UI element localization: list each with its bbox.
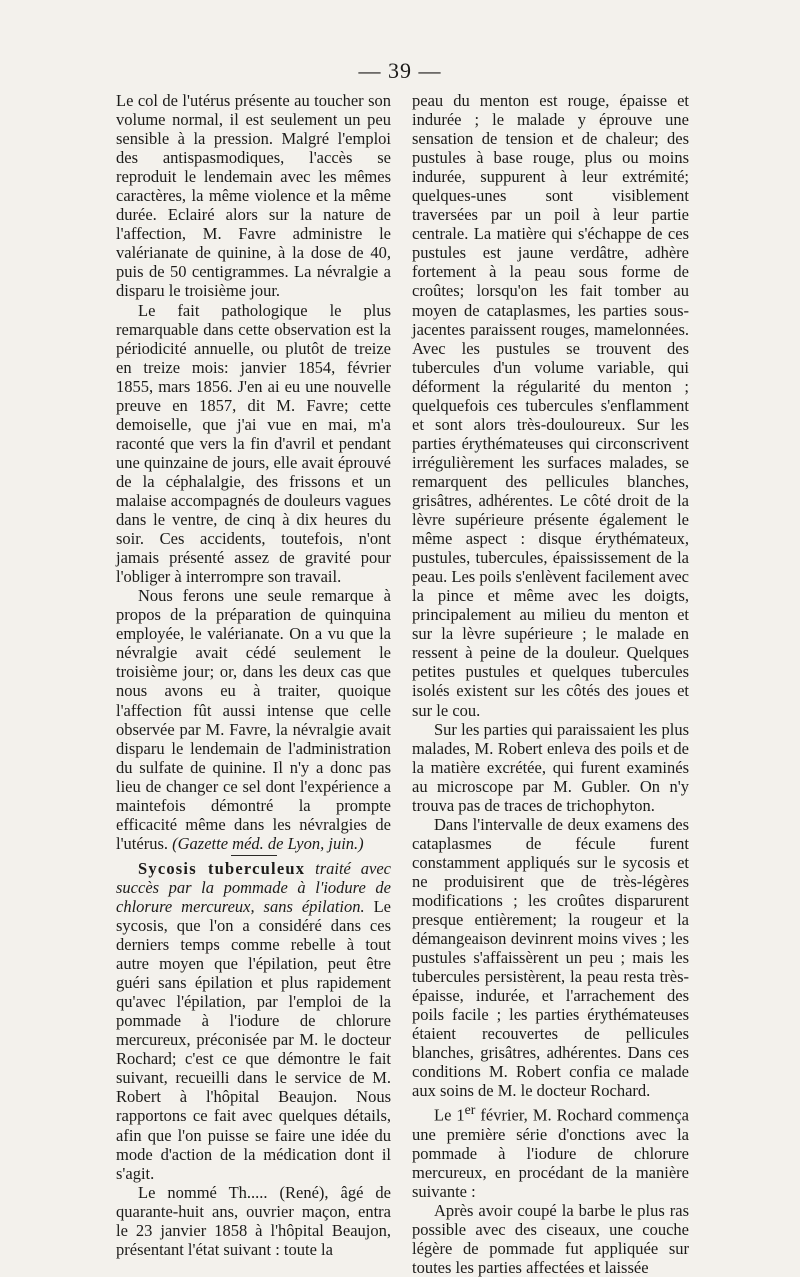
page-number: — 39 — [358, 58, 442, 83]
right-column [412, 91, 689, 1277]
paragraph: Dans l'intervalle de deux examens des cataplasmes de fécule furent constamment appliqués sur le sycosis et ne produisirent que de très-légères modifications ; les croûtes disparurent presque entièrement; la rougeur et la démangeaison devinrent moins vives ; les pustules s'affaissèrent un peu ; mais les tubercules persistèrent, la peau resta très-épaisse, indurée, et l'arrachement des poils facile ; les parties érythémateuses étaient recouvertes de pellicules blanches, grisâtres, adhérentes. Dans ces conditions M. Robert confia ce malade aux soins de M. le docteur Rochard. [412, 814, 689, 1101]
paragraph: peau du menton est rouge, épaisse et indurée ; le malade y éprouve une sensation de tension et de chaleur; des pustules à base rouge, plus ou moins indurée, suppurent à leur extrémité; quelques-unes sont visiblement traversées par un poil à leur partie centrale. La matière qui s'échappe de ces pustules est jaune verdâtre, adhère fortement à la peau sous forme de croûtes; lorsqu'on les fait tomber au moyen de cataplasmes, les parties sous-jacentes paraissent rouges, mamelonnées. Avec les pustules se trouvent des tubercules d'un volume variable, qui déforment la régularité du menton ; quelquefois ces tubercules s'enflamment et sont alors très-douloureux. Sur les parties érythémateuses qui circonscrivent irrégulièrement les surfaces malades, se remarquent des pellicules blanches, grisâtres, adhérentes. Le côté droit de la lèvre supérieure présente également le même aspect : disque érythémateux, pustules, tubercules, épaississement de la peau. Les poils s'enlèvent facilement avec la pince et même avec les doigts, principalement au milieu du menton et sur la lèvre supérieure ; le malade en ressent à peine de la douleur. Quelques petites pustules et quelques tubercules isolés existent sur les côtés des joues et sur le cou. [412, 91, 689, 720]
paragraph [412, 1100, 689, 1201]
section-divider [231, 855, 277, 856]
section-subtitle: traité avec succès par la pommade à l'iodure de chlorure mercureux, sans épilation. [116, 858, 391, 916]
paragraph-text: Le sycosis, que l'on a considéré dans ces derniers temps comme rebelle à tout autre moyen que l'épilation, peut être guéri sans épilation et plus rapidement qu'avec l'épilation, par l'emploi de la pommade à l'iodure de chlorure mercureux, préconisée par M. le docteur Rochard; c'est ce que démontre le fait suivant, recueilli dans le service de M. Robert à l'hôpital Beaujon. Nous rapportons ce fait avec quelques détails, afin que l'on puisse se faire une idée du mode d'action de la médication dont il s'agit. [116, 896, 391, 1183]
ordinal-suffix: er [464, 1102, 476, 1118]
paragraph-text: Nous ferons une seule remarque à propos de la préparation de quinquina employée, le valérianate. On a vu que la névralgie avait cédé seulement le troisième jour; or, dans les deux cas que nous avons eu à traiter, quoique l'affection fût aussi intense que celle observée par M. Favre, la névralgie avait disparu le lendemain de l'administration du sulfate de quinine. Il n'y a donc pas lieu de changer ce sel dont l'expérience a maintefois démontré la prompte efficacité même dans les névralgies de l'utérus. [116, 586, 391, 853]
section-heading: Sycosis tuberculeux [138, 858, 306, 878]
citation: (Gazette méd. de Lyon, juin.) [172, 833, 364, 853]
section-paragraph [116, 859, 391, 1183]
paragraph-lead: Le 1 [434, 1105, 465, 1125]
paragraph [116, 586, 391, 853]
paragraph: Sur les parties qui paraissaient les plus malades, M. Robert enleva des poils et de la matière excrétée, qui furent examinés au microscope par M. Gubler. On n'y trouva pas de traces de trichophyton. [412, 719, 689, 815]
left-column [116, 91, 391, 1259]
paragraph: Le fait pathologique le plus remarquable dans cette observation est la périodicité annuelle, ou plutôt de treize en treize mois: janvier 1854, février 1855, mars 1856. J'en ai eu une nouvelle preuve en 1857, dit M. Favre; cette demoiselle, que j'ai vue en mai, m'a raconté que vers la fin d'avril et pendant une quinzaine de jours, elle avait éprouvé de la céphalalgie, des frissons et un malaise accompagnés de douleurs vagues dans le ventre, de cinq à dix heures du soir. Ces accidents, toutefois, n'ont jamais présenté assez de gravité pour l'obliger à interrompre son travail. [116, 300, 391, 587]
paragraph: Après avoir coupé la barbe le plus ras possible avec des ciseaux, une couche légère de pommade fut appliquée sur toutes les parties affectées et laissée [412, 1201, 689, 1277]
paragraph-text: février, M. Rochard commença une première série d'onctions avec la pommade à l'iodure de chlorure mercureux, en procédant de la manière suivante : [412, 1105, 689, 1202]
paragraph: Le nommé Th..... (René), âgé de quarante-huit ans, ouvrier maçon, entra le 23 janvier 1858 à l'hôpital Beaujon, présentant l'état suivant : toute la [116, 1182, 391, 1259]
paragraph: Le col de l'utérus présente au toucher son volume normal, il est seulement un peu sensible à la pression. Malgré l'emploi des antispasmodiques, l'accès se reproduit le lendemain avec les mêmes caractères, la même violence et la même durée. Eclairé alors sur la nature de l'affection, M. Favre administre le valérianate de quinine, à la dose de 40, puis de 50 centigrammes. La névralgie a disparu le troisième jour. [116, 91, 391, 301]
